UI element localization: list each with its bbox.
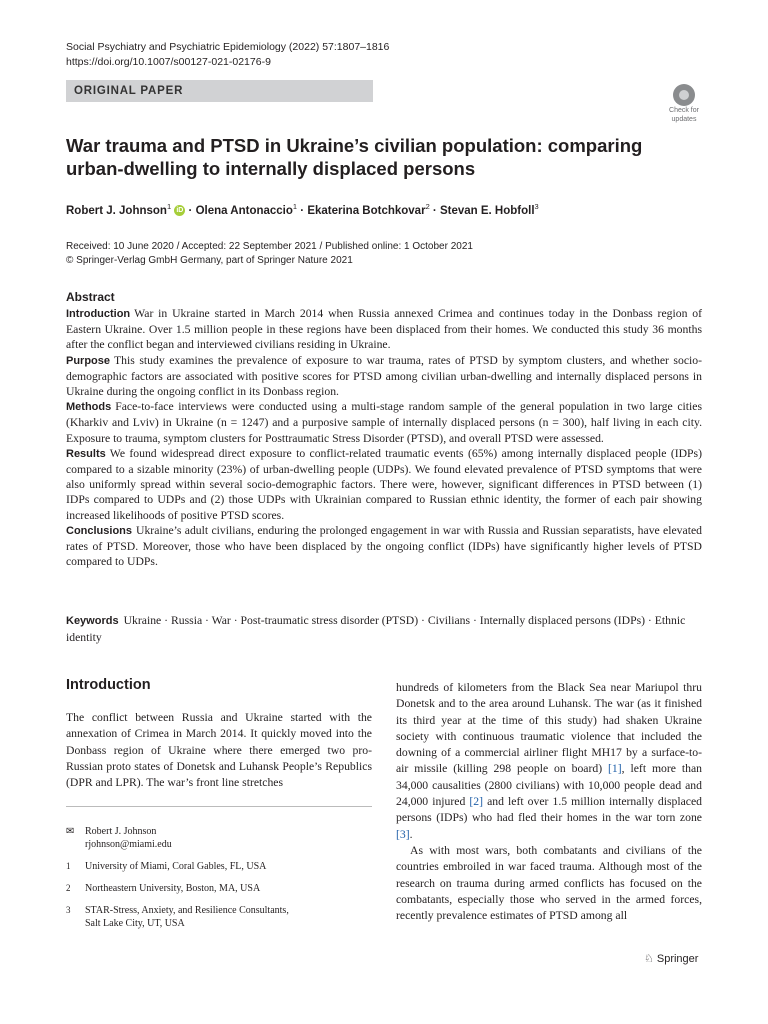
affiliation bbox=[66, 882, 372, 895]
affiliation bbox=[66, 860, 372, 873]
history-dates: Received: 10 June 2020 / Accepted: 22 September 2021 / Published online: 1 October 2021 bbox=[66, 241, 473, 252]
check-updates-line1: Check for bbox=[669, 107, 699, 114]
affiliation bbox=[66, 904, 372, 930]
author-name[interactable]: Olena Antonaccio bbox=[195, 204, 293, 217]
abstract-heading: Abstract bbox=[66, 290, 115, 304]
copyright-line: © Springer-Verlag GmbH Germany, part of Springer Nature 2021 bbox=[66, 255, 353, 266]
envelope-icon: ✉ bbox=[66, 826, 75, 837]
author-affiliation-mark: 2 bbox=[425, 202, 430, 211]
abstract-section bbox=[66, 353, 702, 400]
abstract-section bbox=[66, 446, 702, 523]
keywords-label: Keywords bbox=[66, 615, 119, 627]
abstract-section bbox=[66, 306, 702, 353]
abstract-section-text: Face-to-face interviews were conducted using a multi-stage random sample of the general population in two large cities (Kharkiv and Lviv) in Ukraine (n = 1247) and a purposive sample of internally displaced persons (n = 300), half living in each city. Exposure to trauma, symptom clusters for Posttraumatic Stress Disorder (PTSD), and overall PTSD were assessed. bbox=[66, 400, 702, 445]
affiliation-text: University of Miami, Coral Gables, FL, USA bbox=[85, 861, 267, 872]
introduction-column-right bbox=[396, 680, 702, 924]
affiliation-text-cont: Salt Lake City, UT, USA bbox=[85, 918, 185, 929]
abstract-section bbox=[66, 399, 702, 446]
introduction-heading: Introduction bbox=[66, 677, 151, 693]
check-updates-line2: updates bbox=[671, 116, 697, 123]
publisher-logo bbox=[644, 952, 698, 965]
citation-link[interactable]: [1] bbox=[608, 762, 622, 776]
abstract-section-label: Introduction bbox=[66, 308, 131, 320]
author-list: Robert J. Johnson$^1$ iD · Olena Antonaccio$^1$ · Ekaterina Botchkovar$^2$ · Stevan E. Hobfoll$^3$ bbox=[66, 202, 539, 217]
journal-citation: Social Psychiatry and Psychiatric Epidemiology (2022) 57:1807–1816 bbox=[66, 41, 390, 53]
abstract-section-label: Methods bbox=[66, 401, 112, 414]
abstract-section bbox=[66, 523, 702, 570]
author-affiliation-mark: 1 bbox=[166, 202, 172, 211]
body-paragraph: The conflict between Russia and Ukraine started with the annexation of Crimea in March 2014. It quickly moved into the Donbass region of Ukraine where there emerged two pro-Russian proto states of Donetsk and Luhansk People’s Republics (DPR and LPR). The war’s front line stretches bbox=[66, 711, 372, 790]
abstract-section-label: Purpose bbox=[66, 354, 111, 367]
check-for-updates[interactable] bbox=[664, 84, 704, 124]
publication-dates bbox=[66, 240, 473, 268]
corresponding-author bbox=[66, 825, 372, 851]
affiliation-number: 1 bbox=[66, 861, 71, 871]
affiliation-number: 2 bbox=[66, 883, 71, 893]
body-paragraph: As with most wars, both combatants and civilians of the countries embroiled in war faced trauma. Although most of the research on trauma during armed conflicts has focused on the combatants, especially those who served in the armed forces, recently prevalence estimates of PTSD among all bbox=[396, 843, 702, 923]
corresponding-name: Robert J. Johnson bbox=[85, 826, 157, 837]
article-type-banner: ORIGINAL PAPER bbox=[66, 80, 373, 102]
author-name[interactable]: Robert J. Johnson bbox=[66, 204, 167, 217]
abstract-section-label: Results bbox=[66, 447, 106, 460]
journal-doi[interactable]: https://doi.org/10.1007/s00127-021-02176-9 bbox=[66, 56, 271, 68]
footnotes bbox=[66, 825, 372, 939]
affiliation-text: Northeastern University, Boston, MA, USA bbox=[85, 883, 261, 894]
publisher-name: Springer bbox=[656, 953, 699, 965]
abstract-section-text: This study examines the prevalence of exposure to war trauma, rates of PTSD by symptom clusters, and whether socio-demographic factors are associated with positive scores for PTSD among civilian urban-dwelling and internally displaced persons in Ukraine during the ongoing conflict in its Donbass region. bbox=[66, 353, 702, 399]
crossmark-icon bbox=[673, 84, 695, 106]
introduction-column-left bbox=[66, 710, 372, 791]
abstract-section-label: Conclusions bbox=[66, 524, 133, 537]
author-name[interactable]: Stevan E. Hobfoll bbox=[439, 204, 535, 217]
keywords-text: Ukraine · Russia · War · Post-traumatic stress disorder (PTSD) · Civilians · Internally displaced persons (IDPs) · Ethnic identity bbox=[66, 614, 686, 644]
affiliation-text: STAR-Stress, Anxiety, and Resilience Consultants, bbox=[85, 905, 289, 916]
citation-link[interactable]: [3] bbox=[396, 827, 410, 841]
keywords bbox=[66, 613, 702, 646]
abstract-section-text: War in Ukraine started in March 2014 when Russia annexed Crimea and continues today in the Donbass region of Eastern Ukraine. Over 1.5 million people in these regions have been displaced from their homes. We conducted this study 36 months after the conflict began and interviewed civilians residing in Ukraine. bbox=[66, 307, 702, 352]
citation-link[interactable]: [2] bbox=[469, 795, 484, 809]
paper-title: War trauma and PTSD in Ukraine’s civilian population: comparing urban-dwelling to internally displaced persons bbox=[66, 135, 643, 179]
abstract-section-text: We found widespread direct exposure to conflict-related traumatic events (65%) among internally displaced people (IDPs) compared to a sizable minority (23%) of urban-dwelling people (UDPs). We found elevated prevalence of PTSD symptoms that were also uniformly spread within several socio-demographic factors. There were, however, significant differences in PTSD between (1) IDPs compared to UDPs and (2) those UDPs with Ukrainian compared to Russian ethnic identity, the former of each pair showing increased likelihoods of positive PTSD scores. bbox=[66, 446, 702, 522]
orcid-icon[interactable]: iD bbox=[176, 207, 184, 215]
footnote-divider bbox=[66, 806, 372, 807]
author-name[interactable]: Ekaterina Botchkovar bbox=[307, 204, 426, 217]
abstract-section-text: Ukraine’s adult civilians, enduring the prolonged engagement in war with Russia and Russian separatists, have elevated rates of PTSD. Moreover, those who have been displaced by the ongoing conflict (IDPs) have significantly higher levels of PTSD compared to UDPs. bbox=[66, 523, 702, 569]
author-affiliation-mark: 3 bbox=[534, 202, 539, 211]
abstract-body bbox=[66, 306, 702, 569]
corresponding-email[interactable]: rjohnson@miami.edu bbox=[85, 839, 172, 850]
body-paragraph: hundreds of kilometers from the Black Sea near Mariupol thru Donetsk and to the area around Luhansk. The war (as it finished its third year at the time of this study) had shaken Ukraine society with continuous traumatic violence that included the downing of a commercial airliner flight MH17 by a surface-to-air missile (killing 298 people on board) [1], left more than 34,000 causalities (2800 civilians) with 10,000 people dead and 24,000 injured [2] and left over 1.5 million internally displaced persons (IDPs) who had fled their homes in the war torn zone [3]. bbox=[396, 681, 703, 841]
author-affiliation-mark: 1 bbox=[292, 202, 298, 211]
affiliation-number: 3 bbox=[66, 905, 71, 915]
journal-info bbox=[66, 40, 389, 70]
springer-horse-icon: ♘ bbox=[644, 952, 654, 965]
